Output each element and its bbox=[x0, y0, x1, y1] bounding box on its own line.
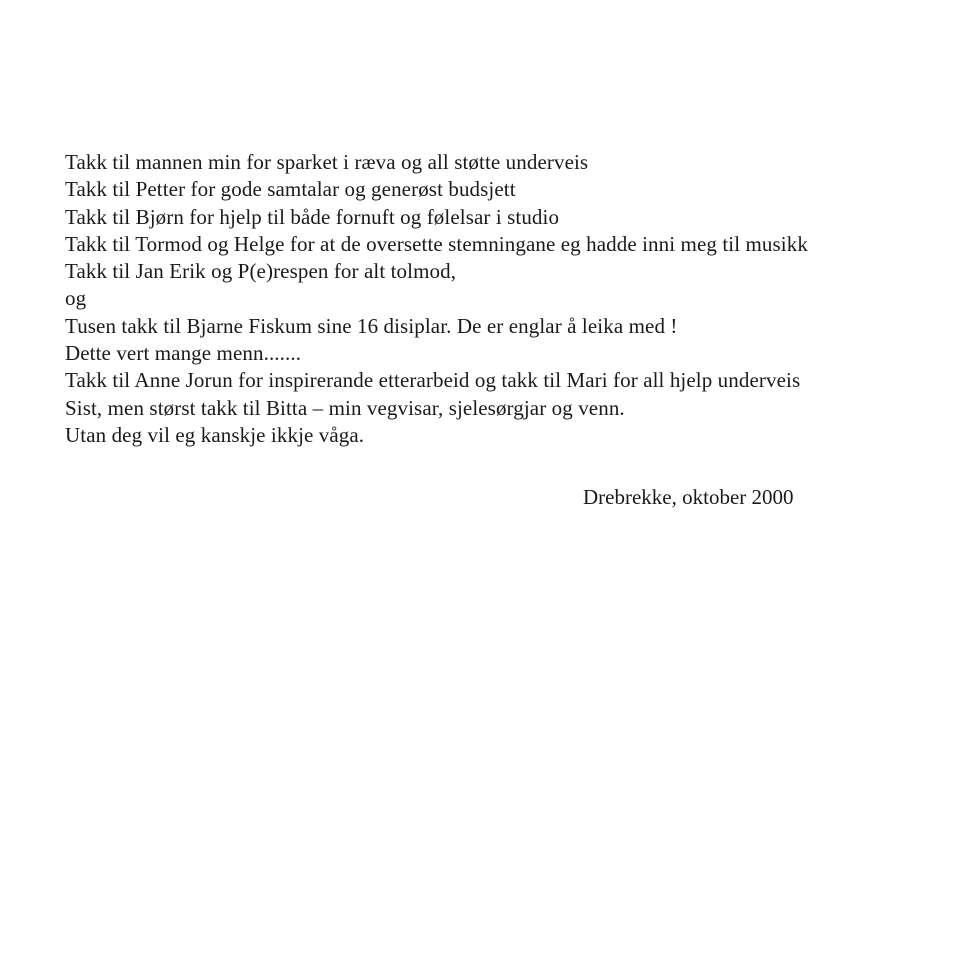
text-line: Tusen takk til Bjarne Fiskum sine 16 disiplar. De er englar å leika med ! bbox=[65, 313, 678, 338]
text-line: Utan deg vil eg kanskje ikkje våga. bbox=[65, 422, 365, 447]
text-line: Takk til Petter for gode samtalar og generøst budsjett bbox=[65, 177, 516, 202]
text-line: Takk til Jan Erik og P(e)respen for alt tolmod, bbox=[65, 259, 457, 284]
text-line: Takk til Tormod og Helge for at de oversette stemningane eg hadde inni meg til musikk bbox=[65, 231, 808, 256]
acknowledgements-text bbox=[65, 149, 808, 449]
text-line: Sist, men størst takk til Bitta – min vegvisar, sjelesørgjar og venn. bbox=[65, 395, 625, 420]
text-line: Takk til mannen min for sparket i ræva og all støtte underveis bbox=[65, 150, 589, 174]
text-line: Takk til Bjørn for hjelp til både fornuft og følelsar i studio bbox=[65, 204, 560, 229]
text-line: Takk til Anne Jorun for inspirerande etterarbeid og takk til Mari for all hjelp underveis bbox=[65, 368, 801, 393]
text-line: og bbox=[65, 286, 87, 311]
text-line: Dette vert mange menn....... bbox=[65, 341, 302, 366]
signature-place-date: Drebrekke, oktober 2000 bbox=[583, 485, 794, 509]
